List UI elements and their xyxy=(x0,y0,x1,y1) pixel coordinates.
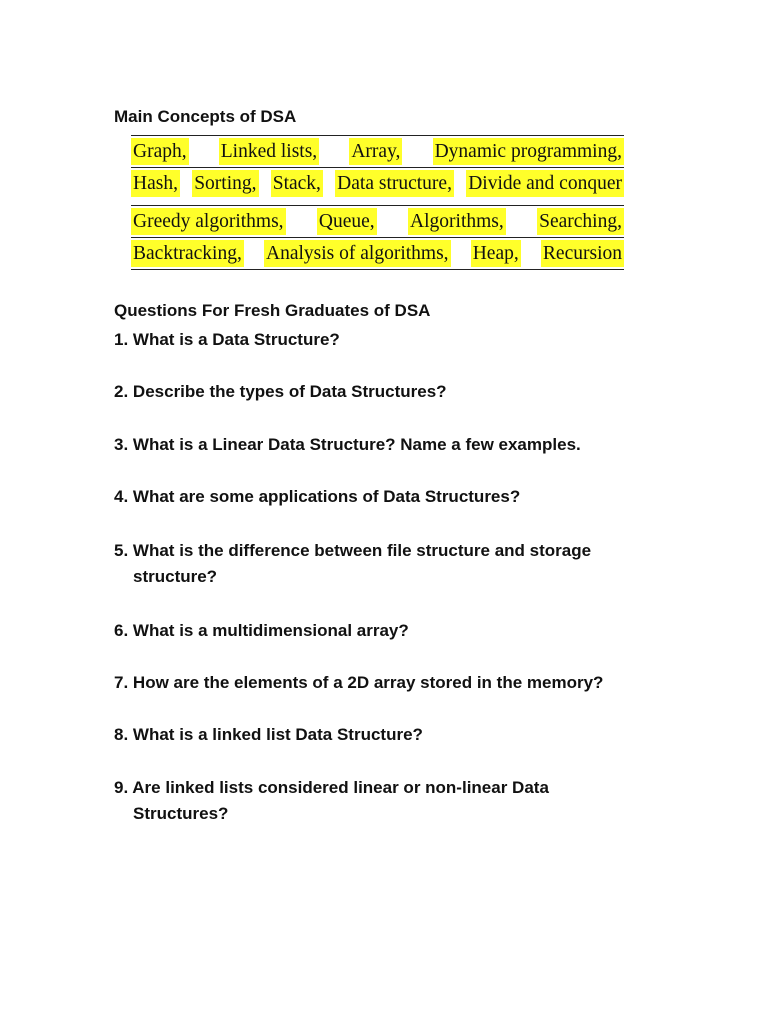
question-text: What is the difference between file structure and storage xyxy=(132,541,592,560)
concept-term: Backtracking, xyxy=(131,240,244,267)
question-item xyxy=(114,775,714,827)
concept-term: Graph, xyxy=(131,138,189,165)
concept-term: Stack, xyxy=(271,170,323,197)
concept-term: Hash, xyxy=(131,170,180,197)
question-text: What are some applications of Data Structures? xyxy=(132,487,521,506)
question-text: Are linked lists considered linear or non-linear Data xyxy=(132,778,549,797)
concept-term: Heap, xyxy=(471,240,521,267)
concept-term: Array, xyxy=(349,138,402,165)
concept-term: Sorting, xyxy=(192,170,258,197)
question-text: What is a linked list Data Structure? xyxy=(132,725,423,744)
question-number: 9. xyxy=(114,778,129,797)
concept-term: Dynamic programming, xyxy=(433,138,624,165)
question-item xyxy=(114,722,714,748)
question-item xyxy=(114,379,714,405)
concept-term: Divide and conquer xyxy=(466,170,624,197)
question-number: 3. xyxy=(114,435,129,454)
concept-term: Queue, xyxy=(317,208,377,235)
concept-term: Analysis of algorithms, xyxy=(264,240,451,267)
question-text: What is a Linear Data Structure? Name a few examples. xyxy=(132,435,581,454)
concepts-box xyxy=(131,135,624,270)
question-number: 2. xyxy=(114,382,129,401)
concept-term: Linked lists, xyxy=(219,138,319,165)
concept-term: Searching, xyxy=(537,208,624,235)
main-concepts-heading: Main Concepts of DSA xyxy=(114,107,297,126)
concept-line xyxy=(131,135,624,167)
question-continuation: Structures? xyxy=(133,804,229,823)
concept-term: Greedy algorithms, xyxy=(131,208,286,235)
question-number: 7. xyxy=(114,673,129,692)
question-continuation: structure? xyxy=(133,567,218,586)
question-item xyxy=(114,327,714,353)
question-text: Describe the types of Data Structures? xyxy=(132,382,447,401)
question-number: 5. xyxy=(114,541,129,560)
concept-line xyxy=(131,237,624,270)
question-item xyxy=(114,618,714,644)
question-text: What is a multidimensional array? xyxy=(132,621,409,640)
question-item xyxy=(114,432,714,458)
concept-term: Recursion xyxy=(541,240,624,267)
question-number: 1. xyxy=(114,330,129,349)
concept-line xyxy=(131,167,624,199)
question-text: What is a Data Structure? xyxy=(132,330,340,349)
question-item xyxy=(114,484,714,510)
concept-term: Data structure, xyxy=(335,170,454,197)
questions-heading: Questions For Fresh Graduates of DSA xyxy=(114,301,431,320)
question-number: 8. xyxy=(114,725,129,744)
question-item xyxy=(114,670,714,696)
question-number: 6. xyxy=(114,621,129,640)
concept-term: Algorithms, xyxy=(408,208,506,235)
question-item xyxy=(114,538,714,590)
question-number: 4. xyxy=(114,487,129,506)
question-text: How are the elements of a 2D array stored in the memory? xyxy=(132,673,604,692)
concept-line xyxy=(131,205,624,237)
